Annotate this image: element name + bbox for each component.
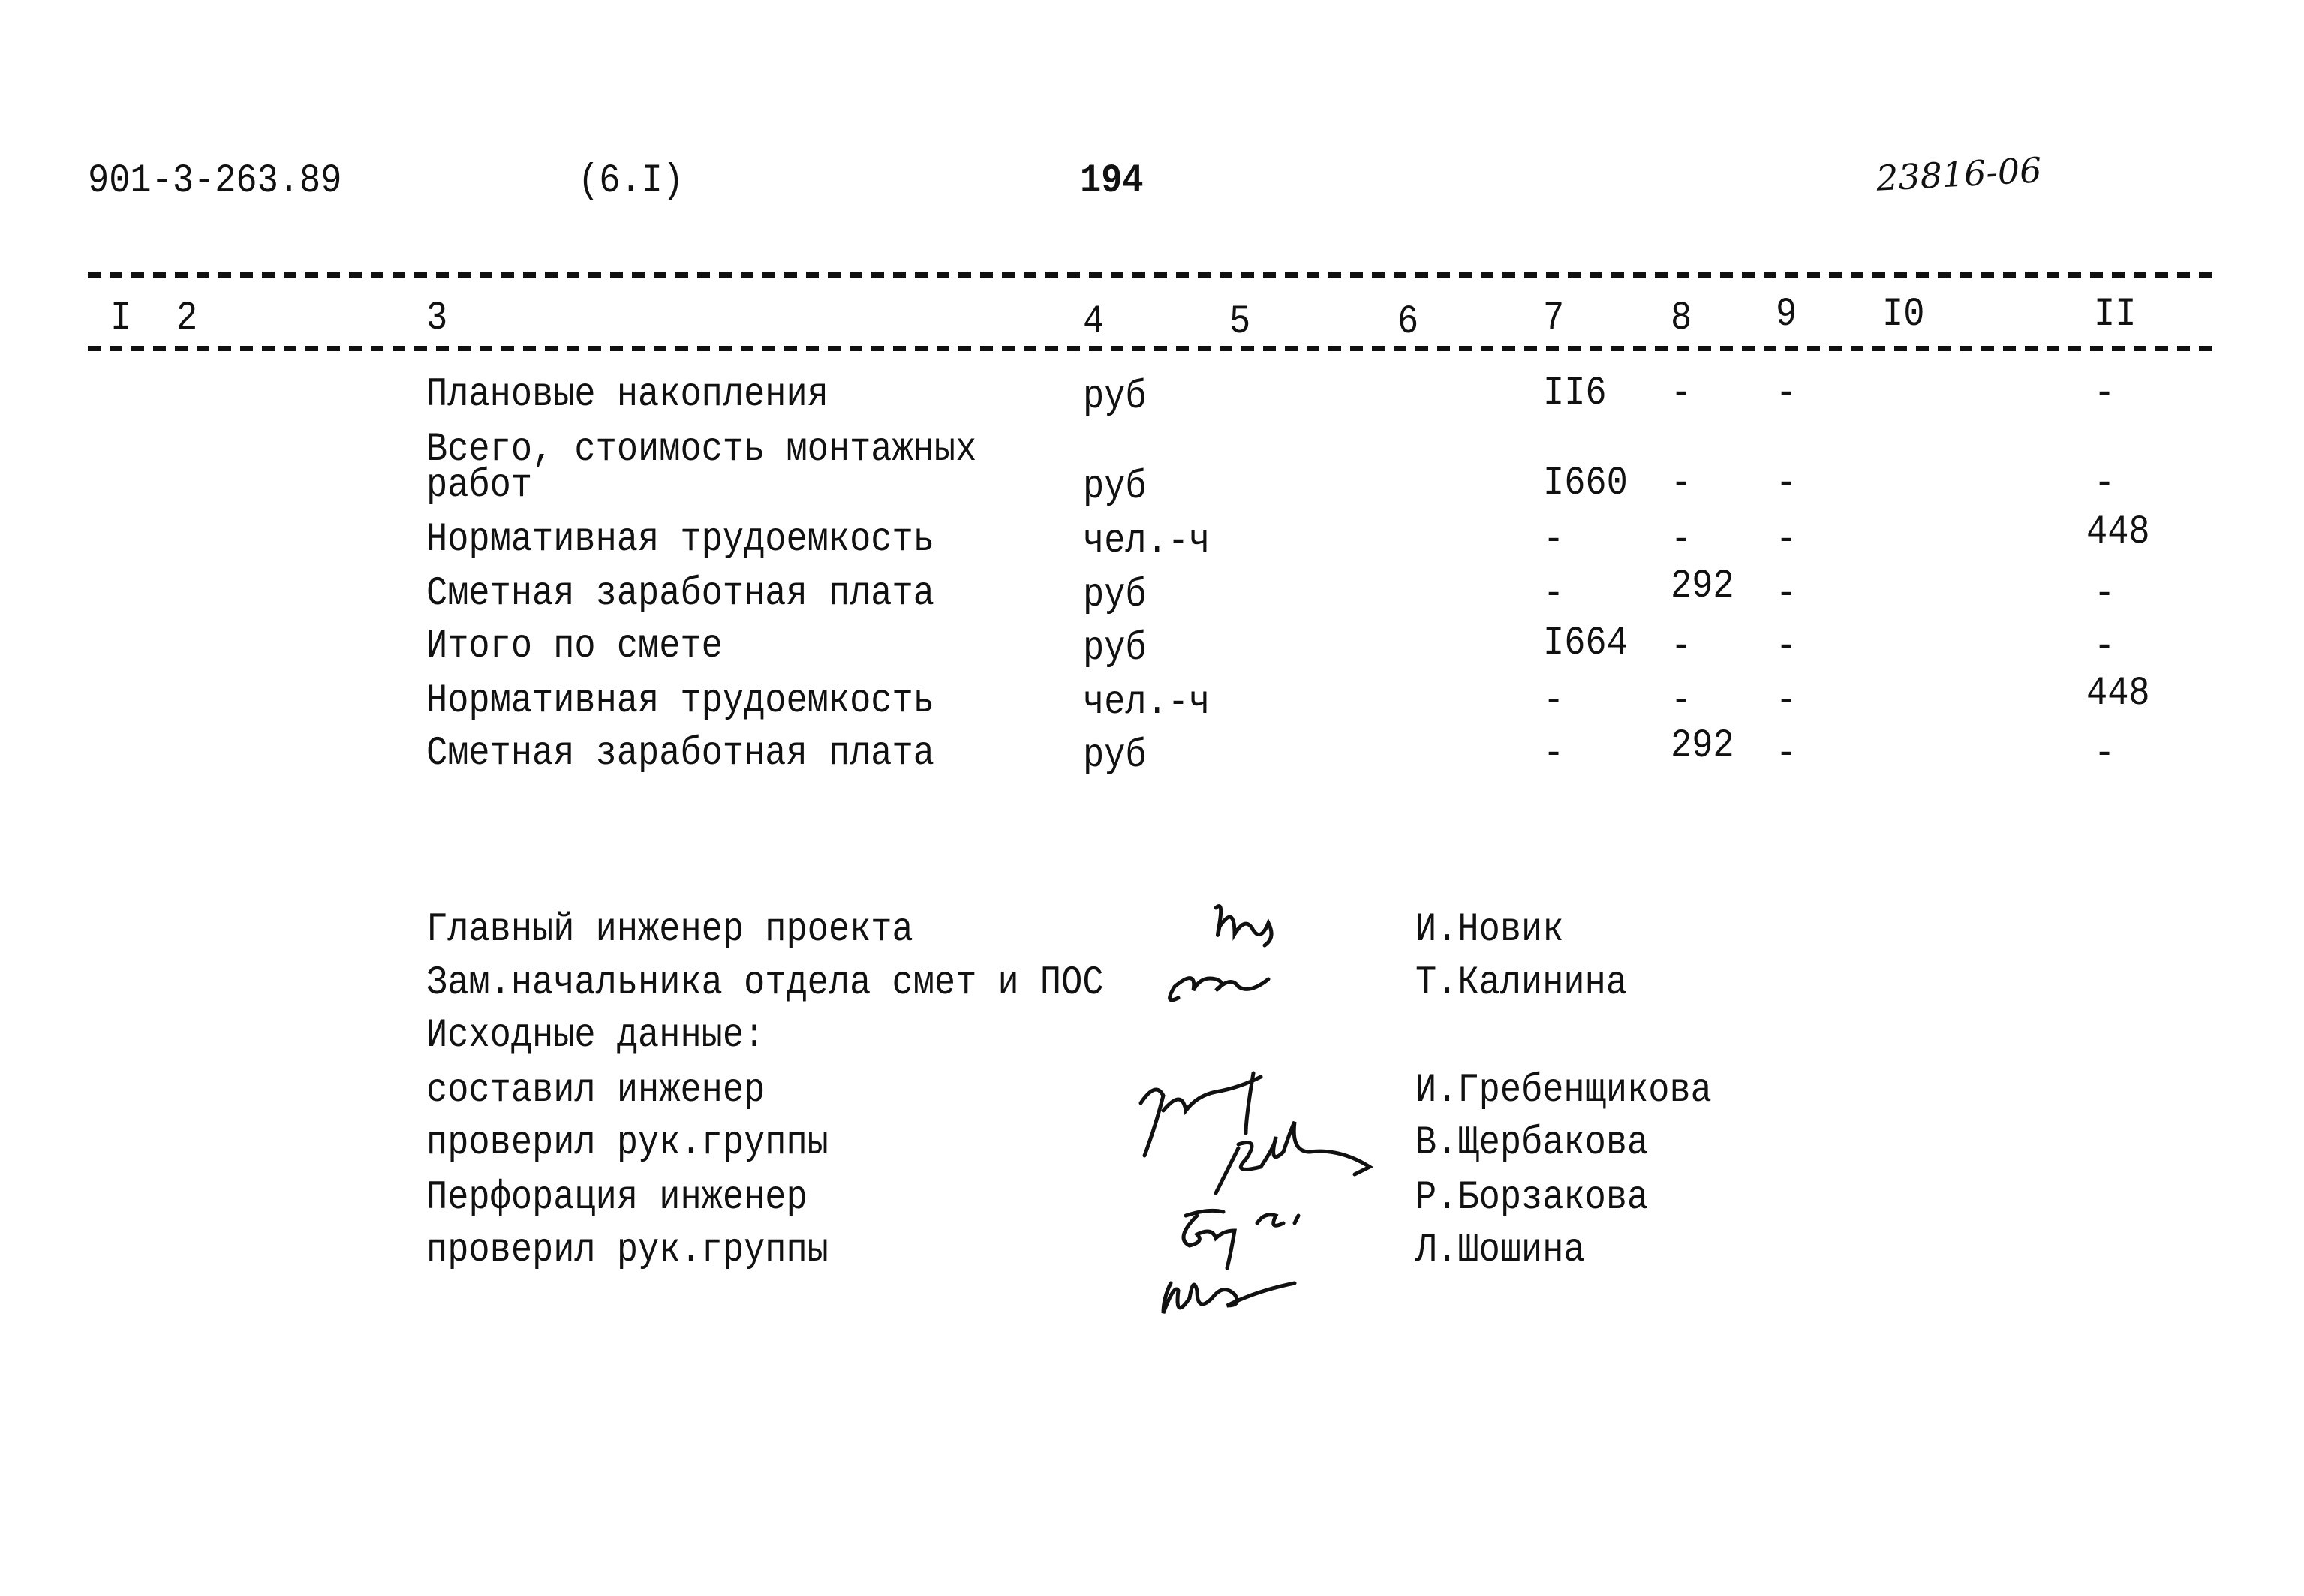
signoff-role: Исходные данные: (426, 1013, 765, 1059)
signature-borzakova (1184, 1210, 1298, 1268)
cell-col9: - (1776, 371, 1797, 417)
cell-col11: - (2094, 461, 2116, 507)
column-number: 9 (1776, 292, 1797, 338)
cell-col11: - (2094, 624, 2116, 670)
signature-shoshina (1163, 1283, 1295, 1313)
row-name: Сметная заработная плата (426, 731, 934, 777)
signoff-name: Т.Калинина (1415, 960, 1628, 1007)
row-name: Нормативная трудоемкость (426, 517, 934, 564)
row-unit: руб (1083, 374, 1147, 421)
section-number: (6.I) (578, 158, 684, 205)
signoff-name: Л.Шошина (1415, 1228, 1585, 1274)
column-number: 4 (1083, 299, 1105, 346)
cell-col7: I660 (1543, 461, 1628, 507)
cell-col8: - (1671, 517, 1692, 564)
row-name: Плановые накопления (426, 372, 829, 419)
divider-top (88, 272, 2219, 278)
cell-col8: 292 (1671, 723, 1734, 770)
cell-col9: - (1776, 571, 1797, 618)
cell-col7: I664 (1543, 621, 1628, 667)
cell-col9: - (1776, 517, 1797, 564)
signoff-role: Перфорация инженер (426, 1175, 808, 1222)
signature-kalinina (1170, 978, 1268, 1000)
row-unit: руб (1083, 573, 1147, 619)
column-number: II (2094, 292, 2137, 338)
page-number: 194 (1080, 158, 1144, 205)
row-name: Нормативная трудоемкость (426, 678, 934, 725)
cell-col7: - (1543, 517, 1565, 564)
cell-col9: - (1776, 461, 1797, 507)
cell-col9: - (1776, 678, 1797, 725)
cell-col11: - (2094, 371, 2116, 417)
signoff-role: проверил рук.группы (426, 1228, 829, 1274)
row-name: Всего, стоимость монтажных (426, 427, 977, 473)
divider-bottom (88, 346, 2219, 351)
cell-col7: II6 (1543, 371, 1607, 417)
cell-col8: - (1671, 624, 1692, 670)
column-number: 7 (1543, 296, 1565, 342)
row-unit: руб (1083, 626, 1147, 672)
signature-novik (1216, 906, 1271, 946)
column-number: 5 (1229, 299, 1251, 346)
handwritten-number: 23816-06 (1875, 149, 2043, 199)
row-unit: чел.-ч (1083, 680, 1211, 726)
column-number: 3 (426, 296, 448, 342)
column-number: I (110, 296, 132, 342)
handwritten-signatures (1126, 885, 1426, 1336)
signoff-role: Зам.начальника отдела смет и ПОС (426, 960, 1104, 1007)
cell-col9: - (1776, 731, 1797, 777)
column-number: 8 (1671, 296, 1692, 342)
row-unit: чел.-ч (1083, 518, 1211, 565)
row-name-continued: работ (426, 463, 533, 509)
cell-col7: - (1543, 731, 1565, 777)
signoff-name: Р.Борзакова (1415, 1175, 1649, 1222)
row-name: Итого по смете (426, 624, 723, 670)
signoff-name: В.Щербакова (1415, 1120, 1649, 1167)
column-number: 6 (1397, 299, 1419, 346)
cell-col7: - (1543, 571, 1565, 618)
row-unit: руб (1083, 733, 1147, 780)
cell-col8: - (1671, 371, 1692, 417)
column-number: 2 (176, 296, 198, 342)
cell-col8: 292 (1671, 564, 1734, 610)
cell-col9: - (1776, 624, 1797, 670)
signoff-name: И.Гребенщикова (1415, 1068, 1712, 1114)
signoff-role: проверил рук.группы (426, 1120, 829, 1167)
cell-col8: - (1671, 461, 1692, 507)
signature-shcherbakova (1216, 1122, 1370, 1193)
signoff-role: составил инженер (426, 1068, 765, 1114)
signoff-name: И.Новик (1415, 907, 1564, 954)
cell-col11: 448 (2086, 671, 2150, 717)
cell-col11: 448 (2086, 509, 2150, 556)
cell-col7: - (1543, 678, 1565, 725)
document-code: 901-3-263.89 (88, 158, 342, 205)
cell-col8: - (1671, 678, 1692, 725)
row-name: Сметная заработная плата (426, 571, 934, 618)
cell-col11: - (2094, 571, 2116, 618)
column-number: I0 (1882, 292, 1925, 338)
signoff-role: Главный инженер проекта (426, 907, 913, 954)
cell-col11: - (2094, 731, 2116, 777)
row-unit: руб (1083, 464, 1147, 511)
